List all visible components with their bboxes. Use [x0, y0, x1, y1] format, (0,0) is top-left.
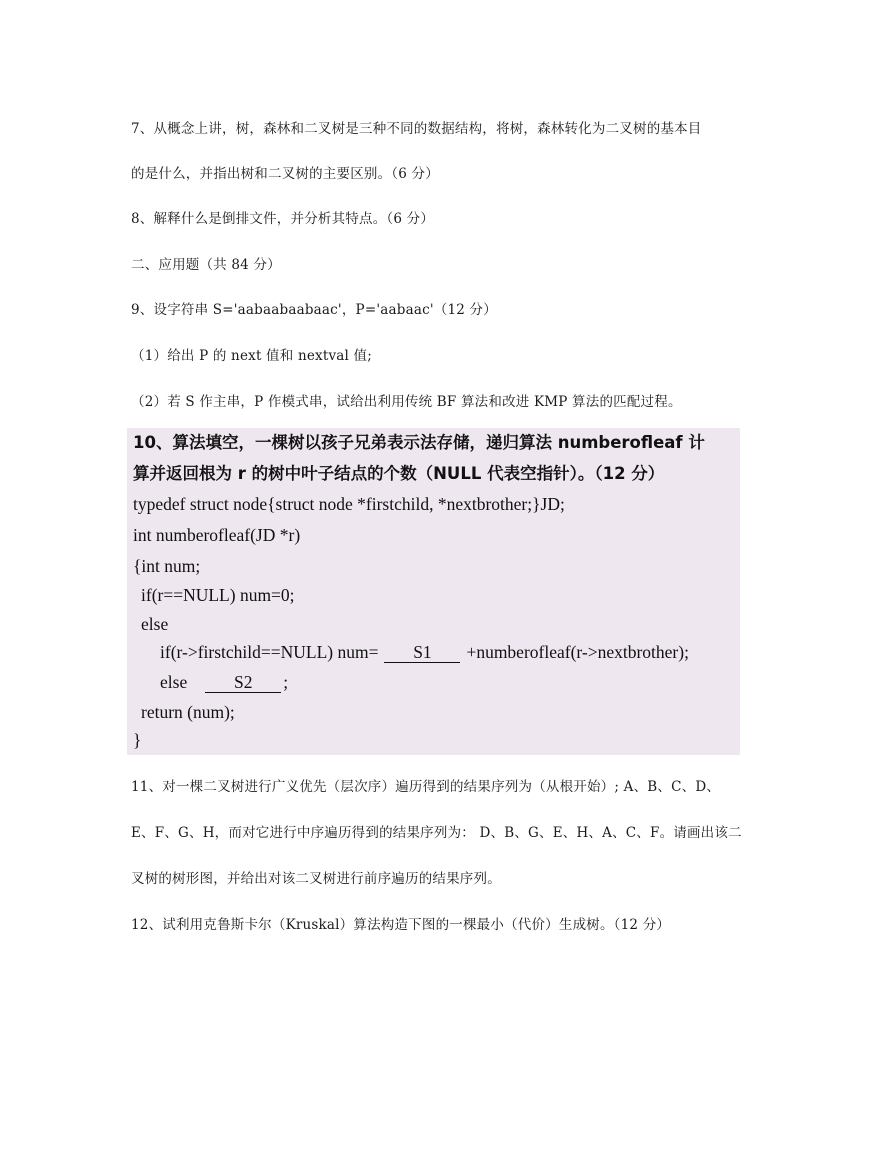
code-line-typedef: typedef struct node{struct node *firstchild, *nextbrother;}JD;	[133, 494, 565, 514]
code-else-semicolon: ;	[283, 672, 289, 692]
question-8: 8、解释什么是倒排文件，并分析其特点。（6 分）	[131, 211, 435, 227]
question-7-line-2: 的是什么，并指出树和二叉树的主要区别。（6 分）	[131, 166, 439, 182]
code-line-return: return (num);	[141, 702, 235, 722]
code-line-else-s2	[160, 670, 288, 694]
code-line-if-firstchild	[160, 640, 689, 664]
question-10-scanned-image	[127, 428, 740, 755]
question-10-heading-line-1: 10、算法填空，一棵树以孩子兄弟表示法存储，递归算法 numberofleaf 计	[133, 433, 705, 452]
blank-s2: S2	[205, 672, 281, 693]
code-if-firstchild-suffix: +numberofleaf(r->nextbrother);	[466, 642, 689, 662]
question-12: 12、试利用克鲁斯卡尔（Kruskal）算法构造下图的一棵最小（代价）生成树。（12 分）	[131, 917, 671, 933]
blank-s1: S1	[384, 642, 460, 663]
code-line-else: else	[141, 614, 169, 634]
code-line-function-signature: int numberofleaf(JD *r)	[133, 525, 301, 545]
question-11-line-3: 叉树的树形图，并给出对该二叉树进行前序遍历的结果序列。	[131, 871, 501, 887]
question-11-line-2: E、F、G、H，而对它进行中序遍历得到的结果序列为： D、B、G、E、H、A、C、F。请画出该二	[131, 825, 742, 841]
question-7-line-1: 7、从概念上讲，树，森林和二叉树是三种不同的数据结构，将树，森林转化为二叉树的基本目	[131, 121, 702, 137]
code-line-if-null: if(r==NULL) num=0;	[141, 585, 295, 605]
code-else-keyword: else	[160, 672, 188, 692]
code-line-closing-brace: }	[133, 730, 142, 750]
question-9: 9、设字符串 S='aabaabaabaac'，P='aabaac'（12 分）	[131, 302, 497, 318]
section-2-heading: 二、应用题（共 84 分）	[131, 257, 281, 273]
question-11-line-1: 11、对一棵二叉树进行广义优先（层次序）遍历得到的结果序列为（从根开始）; A、B、C、D、	[131, 779, 721, 795]
code-if-firstchild-prefix: if(r->firstchild==NULL) num=	[160, 642, 379, 662]
code-line-declare-num: {int num;	[133, 556, 201, 576]
question-9-part-2: （2）若 S 作主串，P 作模式串，试给出利用传统 BF 算法和改进 KMP 算法的匹配过程。	[131, 394, 682, 410]
question-10-heading-line-2: 算并返回根为 r 的树中叶子结点的个数（NULL 代表空指针）。（12 分）	[133, 464, 665, 483]
question-9-part-1: （1）给出 P 的 next 值和 nextval 值;	[131, 348, 373, 364]
